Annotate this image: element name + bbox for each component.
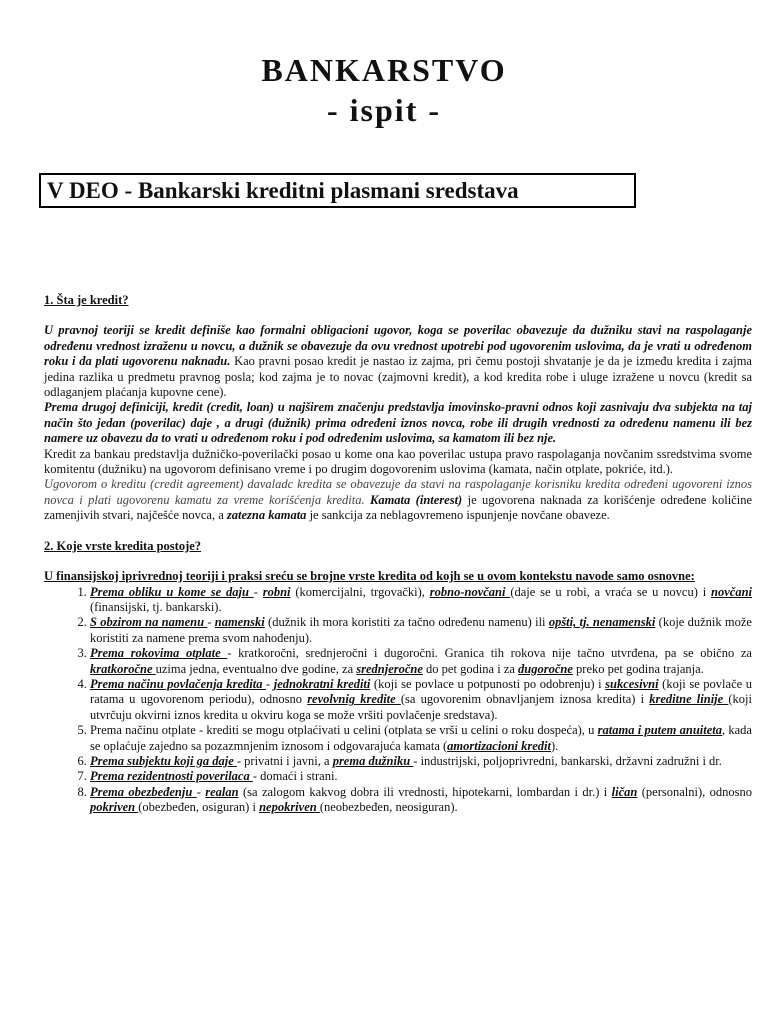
item-3-text: do pet godina i za [422, 661, 519, 676]
item-1-term-robni: robni [262, 584, 291, 599]
section-heading: V DEO - Bankarski kreditni plasmani sredstava [47, 178, 519, 203]
question-2-heading: 2. Koje vrste kredita postoje? [44, 538, 202, 553]
item-5-text: , kada se oplaćuje zajedno sa pozazmnjenim iznosom i odgovarajuća kamata ( [90, 723, 752, 753]
q1-p4-end: je sankcija za neblagovremeno ispunjenje novčane obaveze. [306, 508, 610, 523]
item-2-label: S obzirom na namenu [90, 615, 208, 630]
item-1-term-novcani: novčani [711, 584, 752, 599]
q1-p4-agreement: Ugovorom o kreditu (credit agreement) davaladc kredita se obavezuje da stavi na raspolaganje korisniku kredita određeni ugovoreni iznos novca i plati ugovorenu kamatu za vreme korišćenja kredita. [44, 477, 752, 507]
item-4-text: (koji utvrčuju okvirni iznos kredita u okviru koga se može vršiti povlačenje sredstava). [90, 692, 752, 722]
item-3-text: uzima jedna, eventualno dve godine, za [155, 661, 357, 676]
item-8-text: (obezbeđen, osiguran) i [138, 800, 260, 815]
item-4-text: (koji se povlace u potpunosti po odobrenju) i [370, 676, 606, 691]
list-item [90, 785, 752, 816]
item-1-label: Prema obliku u kome se daju [90, 584, 254, 599]
item-3-term-dugorocne: dugoročne [518, 661, 573, 676]
item-4-text: (sa ugovorenim obnavljanjem iznosa kredita) i [400, 692, 650, 707]
q1-paragraph-2: Prema drugoj definiciji, kredit (credit, loan) u najširem značenju predstavlja imovinsko-pravni odnos koji zasnivaju dva subjekta na taj način što jedan (poverilac) daje , a drugi (dužnik) prima određeni iznos novca, robe ili drugih vrednosti za određenu namenu ili bez namere uz obavezu da to vrati u određenom roku i pod određenim uslovima, sa kamatom ili bez nje. [44, 400, 752, 446]
item-2-text: (dužnik ih mora koristiti za tačno određenu namenu) ili [264, 615, 549, 630]
page-subtitle: - ispit - [327, 92, 441, 128]
item-2-text: - [207, 615, 215, 630]
item-4-term-sukcesivni: sukcesivni [605, 676, 659, 691]
item-5-term-rate-anuiteti: ratama i putem anuiteta [597, 723, 723, 738]
item-8-term-lican: ličan [611, 784, 638, 799]
item-4-label: Prema načinu povlačenja kredita [90, 676, 267, 691]
item-4-term-revolving: revolvnig kredite [307, 692, 401, 707]
item-1-term-robno-novcani: robno-novčani [429, 584, 511, 599]
q1-paragraph-1 [44, 323, 752, 400]
q1-p4-kamata: Kamata (interest) [370, 492, 463, 507]
item-8-text: - [196, 784, 206, 799]
item-7-label: Prema rezidentnosti poverilaca [90, 769, 253, 784]
item-3-term-kratkorocne: kratkoročne [90, 661, 156, 676]
item-8-text: (sa zalogom kakvog dobra ili vrednosti, hipotekarni, lombardan i dr.) i [238, 784, 612, 799]
item-6-label: Prema subjektu koji ga daje [90, 753, 237, 768]
item-5-term-amortizacioni: amortizacioni kredit [447, 738, 551, 753]
item-8-term-pokriven: pokriven [90, 800, 139, 815]
list-item [90, 723, 752, 754]
item-6-term-prema-duzniku: prema dužniku [332, 753, 414, 768]
item-2-text: (koje dužnik može koristiti za namene prema svom nahođenju). [90, 615, 752, 645]
list-item [90, 677, 752, 723]
page-title: BANKARSTVO [261, 52, 507, 88]
credit-types-list [44, 585, 752, 816]
item-3-text: - kratkoročni, srednjeročni i dugoročni. Granica tih rokova nije tačno utvrđena, pa se obično za [227, 646, 752, 661]
q2-intro: U finansijskoj iprivrednoj teoriji i praksi sreću se brojne vrste kredita od kojh se u ovom kontekstu navode samo osnovne: [44, 569, 695, 584]
item-8-text: (personalni), odnosno [637, 784, 752, 799]
item-1-text: - [253, 584, 263, 599]
item-6-text: - privatni i javni, a [236, 753, 333, 768]
list-item [90, 646, 752, 677]
q1-p1-text: Kao pravni posao kredit je nastao iz zajma, pri čemu postoji shvatanje je da je između kredita i zajma jedina razlika u predmetu pravnog posla; kod zajma je to novac (zajmovni kredit), a kod kredita robe i uluge izražene u novcu (kredit sa odlaganjem plaćanja kupovne cene). [44, 354, 752, 400]
item-1-text: (daje se u robi, a vraća se u novcu) i [510, 584, 712, 599]
q1-p1-definition: U pravnoj teoriji se kredit definiše kao formalni obligacioni ugovor, koga se poverilac obavezuje da dužniku stavi na raspolaganje određenu vrednost izraženu u novcu, a dužnik se obavezuje da ovu vrednost upotrebi pod ugovorenim uslovima, da je vrati u određenom roku i da plati ugovorenu naknadu. [44, 323, 752, 369]
item-8-label: Prema obezbeđenju [90, 784, 197, 799]
item-4-text: (koji se povlače u ratama u ugovorenom periodu), odnosno [90, 676, 752, 707]
item-7-text: - domaći i strani. [252, 769, 338, 784]
item-4-term-kreditne-linije: kreditne linije [649, 692, 729, 707]
item-4-term-jednokratni: jednokratni krediti [273, 676, 371, 691]
list-item [90, 615, 752, 646]
item-2-term-nenamenski: opšti, tj. nenamenski [548, 615, 656, 630]
item-3-text: preko pet godina trajanja. [572, 661, 704, 676]
list-item [90, 754, 752, 769]
item-2-term-namenski: namenski [214, 615, 265, 630]
item-5-text: ). [550, 738, 559, 753]
item-8-term-realan: realan [205, 784, 239, 799]
item-3-term-srednjerocne: srednjeročne [356, 661, 423, 676]
q1-paragraph-4 [44, 477, 752, 523]
q1-p4-mid: je ugovorena naknada za korišćenje određene količine zamenjivih stvari, najčešće novca, a [44, 492, 753, 523]
item-3-label: Prema rokovima otplate [90, 646, 228, 661]
item-8-text: (neobezbeđen, neosiguran). [319, 800, 458, 815]
list-item [90, 769, 752, 784]
section-heading-box [39, 173, 636, 208]
list-item [90, 585, 752, 616]
q1-p4-zatezna: zatezna kamata [226, 508, 307, 523]
item-6-text: - industrijski, poljoprivredni, bankarski, državni zadružni i dr. [413, 753, 722, 768]
question-1-heading: 1. Šta je kredit? [44, 293, 129, 307]
item-4-text: - [266, 676, 274, 691]
item-8-term-nepokriven: nepokriven [259, 800, 320, 815]
item-1-text: (finansijski, tj. bankarski). [90, 599, 222, 614]
document-body [44, 293, 752, 816]
item-1-text: (komercijalni, trgovački), [290, 584, 430, 599]
item-5-text: Prema načinu otplate - krediti se mogu otplaćivati u celini (otplata se vrši u celini o roku dospeća), u [90, 723, 598, 738]
q1-paragraph-3: Kredit za bankau predstavlja dužničko-poverilački posao u kome ona kao poverilac ustupa pravo raspolaganja novčanim ssredstvima svome komitentu (dužniku) na ugovorom definisano vreme i po drugim dogovorenim uslovima (kamata, način otplate, pokriće, itd.). [44, 446, 752, 477]
